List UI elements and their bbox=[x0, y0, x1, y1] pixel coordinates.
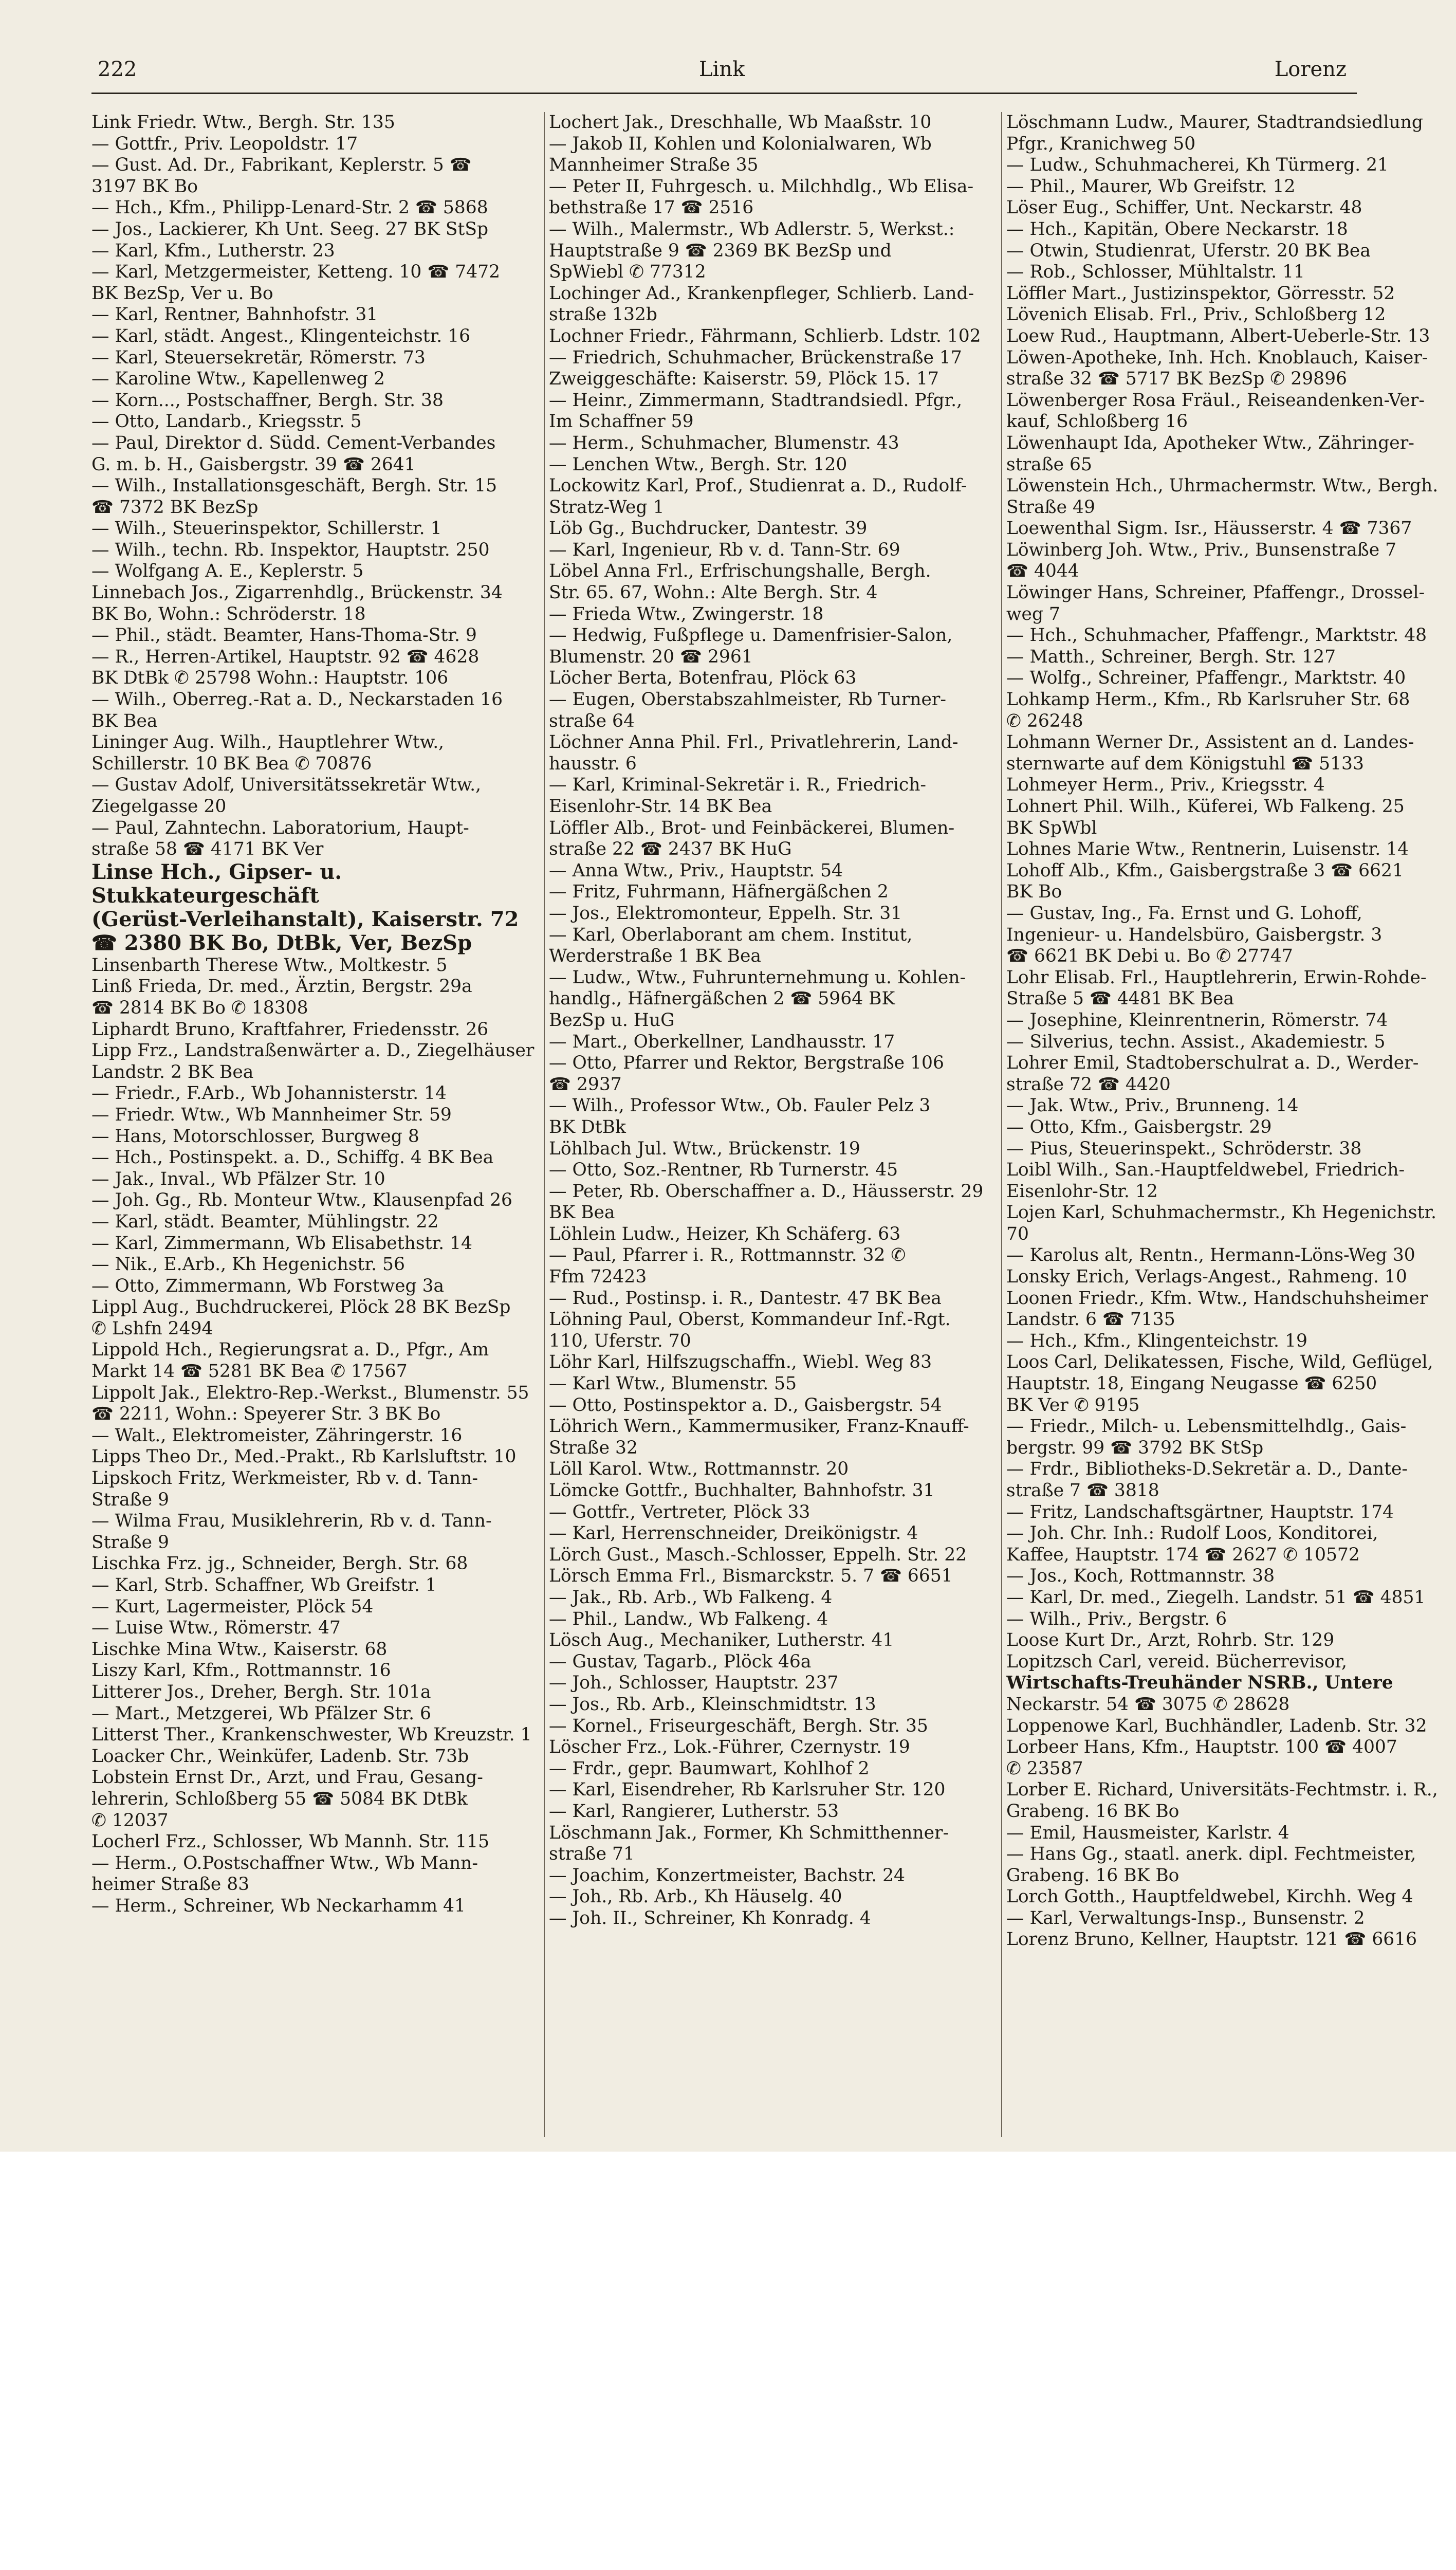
directory-entry: Löhlein Ludw., Heizer, Kh Schäferg. 63 bbox=[549, 1223, 901, 1244]
directory-entry: — Jos., Elektromonteur, Eppelh. Str. 31 bbox=[549, 903, 902, 924]
directory-entry: — Matth., Schreiner, Bergh. Str. 127 bbox=[1006, 646, 1336, 667]
directory-entry: Lohmeyer Herm., Priv., Kriegsstr. 4 bbox=[1006, 775, 1325, 796]
directory-entry: Liszy Karl, Kfm., Rottmannstr. 16 bbox=[91, 1660, 391, 1681]
directory-entry: Lischke Mina Wtw., Kaiserstr. 68 bbox=[91, 1639, 388, 1660]
directory-entry: Lochner Friedr., Fährmann, Schlierb. Ldstr. 102 bbox=[549, 325, 981, 346]
directory-entry: — Karl, Verwaltungs-Insp., Bunsenstr. 2 bbox=[1006, 1907, 1365, 1929]
directory-entry: ☎ 2211, Wohn.: Speyerer Str. 3 BK Bo bbox=[91, 1404, 441, 1425]
directory-entry: — Frdr., Bibliotheks-D.Sekretär a. D., Dante- bbox=[1006, 1459, 1408, 1480]
directory-entry: Liphardt Bruno, Kraftfahrer, Friedensstr. 26 bbox=[91, 1019, 489, 1040]
directory-entry: Lobstein Ernst Dr., Arzt, und Frau, Gesang- bbox=[91, 1767, 483, 1788]
directory-entry: Lorch Gotth., Hauptfeldwebel, Kirchh. Weg 4 bbox=[1006, 1886, 1413, 1907]
directory-entry: Grabeng. 16 BK Bo bbox=[1006, 1801, 1179, 1822]
directory-entry: — Phil., Maurer, Wb Greifstr. 12 bbox=[1006, 176, 1296, 197]
directory-entry: Pfgr., Kranichweg 50 bbox=[1006, 133, 1196, 154]
directory-entry: ✆ 26248 bbox=[1006, 710, 1083, 731]
directory-entry: weg 7 bbox=[1006, 603, 1060, 625]
directory-entry: — Otto, Pfarrer und Rektor, Bergstraße 106 bbox=[549, 1053, 944, 1074]
directory-entry: Ziegelgasse 20 bbox=[91, 796, 227, 817]
directory-entry: — Otto, Soz.-Rentner, Rb Turnerstr. 45 bbox=[549, 1160, 898, 1181]
directory-entry: Markt 14 ☎ 5281 BK Bea ✆ 17567 bbox=[91, 1361, 408, 1382]
directory-entry: Straße 9 bbox=[91, 1489, 169, 1510]
directory-entry: Löwen-Apotheke, Inh. Hch. Knoblauch, Kaiser- bbox=[1006, 347, 1428, 368]
directory-entry: Lömcke Gottfr., Buchhalter, Bahnhofstr. 31 bbox=[549, 1480, 935, 1501]
directory-entry: Linsenbarth Therese Wtw., Moltkestr. 5 bbox=[91, 954, 448, 976]
directory-entry: SpWiebl ✆ 77312 bbox=[549, 262, 706, 283]
directory-entry: handlg., Häfnergäßchen 2 ☎ 5964 BK bbox=[549, 988, 895, 1009]
directory-entry: ☎ 2814 BK Bo ✆ 18308 bbox=[91, 997, 308, 1018]
directory-entry: Landstr. 2 BK Bea bbox=[91, 1061, 254, 1082]
directory-entry: — Rud., Postinsp. i. R., Dantestr. 47 BK Bea bbox=[549, 1288, 942, 1309]
directory-entry: — Wilh., Professor Wtw., Ob. Fauler Pelz 3 bbox=[549, 1095, 931, 1116]
directory-entry: Löffler Mart., Justizinspektor, Görresstr. 52 bbox=[1006, 283, 1395, 304]
directory-entry: Löhr Karl, Hilfszugschaffn., Wiebl. Weg 83 bbox=[549, 1352, 932, 1373]
directory-entry: Straße 49 bbox=[1006, 497, 1095, 518]
directory-entry: straße 65 bbox=[1006, 454, 1092, 475]
directory-entry: Stratz-Weg 1 bbox=[549, 497, 665, 518]
directory-entry: BK Bo, Wohn.: Schröderstr. 18 bbox=[91, 603, 366, 625]
directory-entry: — Karoline Wtw., Kapellenweg 2 bbox=[91, 369, 385, 390]
directory-entry: — Joh. Gg., Rb. Monteur Wtw., Klausenpfad 26 bbox=[91, 1190, 513, 1211]
directory-entry: — Gustav Adolf, Universitätssekretär Wtw., bbox=[91, 775, 482, 796]
directory-entry: BK Ver ✆ 9195 bbox=[1006, 1394, 1140, 1416]
directory-entry: — Wolfgang A. E., Keplerstr. 5 bbox=[91, 561, 364, 582]
directory-entry: — Walt., Elektromeister, Zähringerstr. 16 bbox=[91, 1425, 463, 1446]
directory-entry: Lösch Aug., Mechaniker, Lutherstr. 41 bbox=[549, 1630, 894, 1651]
directory-entry: straße 132b bbox=[549, 304, 657, 325]
directory-entry: — Joachim, Konzertmeister, Bachstr. 24 bbox=[549, 1865, 905, 1886]
directory-entry: — Friedr., F.Arb., Wb Johannisterstr. 14 bbox=[91, 1083, 447, 1104]
directory-entry: — Gottfr., Priv. Leopoldstr. 17 bbox=[91, 133, 358, 154]
column-divider bbox=[1001, 112, 1002, 2137]
directory-entry: ☎ 4044 bbox=[1006, 561, 1079, 582]
directory-entry: — Phil., städt. Beamter, Hans-Thoma-Str. 9 bbox=[91, 625, 477, 646]
directory-entry: Lörsch Emma Frl., Bismarckstr. 5. 7 ☎ 6651 bbox=[549, 1566, 953, 1587]
directory-entry: Loewenthal Sigm. Isr., Häusserstr. 4 ☎ 7367 bbox=[1006, 518, 1412, 539]
directory-entry: kauf, Schloßberg 16 bbox=[1006, 411, 1188, 432]
directory-entry: Wirtschafts-Treuhänder NSRB., Untere bbox=[1006, 1673, 1393, 1694]
directory-entry: — Jak., Rb. Arb., Wb Falkeng. 4 bbox=[549, 1587, 833, 1608]
directory-entry: Neckarstr. 54 ☎ 3075 ✆ 28628 bbox=[1006, 1694, 1290, 1715]
directory-entry: — Frdr., gepr. Baumwart, Kohlhof 2 bbox=[549, 1758, 870, 1779]
directory-entry: — Karl, Strb. Schaffner, Wb Greifstr. 1 bbox=[91, 1575, 437, 1595]
header-left-keyword: Link bbox=[699, 58, 745, 81]
directory-entry: Straße 5 ☎ 4481 BK Bea bbox=[1006, 988, 1234, 1009]
directory-entry: heimer Straße 83 bbox=[91, 1874, 250, 1895]
directory-entry: Lohnes Marie Wtw., Rentnerin, Luisenstr. 14 bbox=[1006, 839, 1409, 860]
directory-entry: bethstraße 17 ☎ 2516 bbox=[549, 197, 754, 218]
directory-entry: Litterer Jos., Dreher, Bergh. Str. 101a bbox=[91, 1681, 431, 1702]
directory-entry: straße 32 ☎ 5717 BK BezSp ✆ 29896 bbox=[1006, 369, 1347, 390]
directory-entry: straße 58 ☎ 4171 BK Ver bbox=[91, 839, 324, 860]
directory-entry: Löschmann Ludw., Maurer, Stadtrandsiedlung bbox=[1006, 112, 1424, 133]
directory-entry: Löwinberg Joh. Wtw., Priv., Bunsenstraße 7 bbox=[1006, 539, 1397, 560]
directory-entry: ✆ 12037 bbox=[91, 1810, 169, 1831]
directory-entry: Lövenich Elisab. Frl., Priv., Schloßberg 12 bbox=[1006, 304, 1386, 325]
directory-entry: Löcher Berta, Botenfrau, Plöck 63 bbox=[549, 668, 857, 689]
directory-entry: Im Schaffner 59 bbox=[549, 411, 694, 432]
directory-entry: 3197 BK Bo bbox=[91, 176, 198, 197]
directory-entry: — Karl, Herrenschneider, Dreikönigstr. 4 bbox=[549, 1523, 918, 1544]
directory-entry: straße 72 ☎ 4420 bbox=[1006, 1074, 1171, 1095]
directory-entry: — Otto, Zimmermann, Wb Forstweg 3a bbox=[91, 1275, 445, 1296]
directory-entry: G. m. b. H., Gaisbergstr. 39 ☎ 2641 bbox=[91, 454, 416, 475]
directory-entry: — Kornel., Friseurgeschäft, Bergh. Str. 35 bbox=[549, 1715, 928, 1736]
directory-column-3 bbox=[1006, 112, 1456, 2137]
directory-entry: — Friedr., Milch- u. Lebensmittelhdlg., Gais- bbox=[1006, 1416, 1407, 1437]
directory-entry: — Jak. Wtw., Priv., Brunneng. 14 bbox=[1006, 1095, 1299, 1116]
directory-entry: — Peter, Rb. Oberschaffner a. D., Häusserstr. 29 bbox=[549, 1181, 984, 1202]
directory-entry: — Karl, Oberlaborant am chem. Institut, bbox=[549, 924, 913, 945]
directory-entry: Loacker Chr., Weinküfer, Ladenb. Str. 73b bbox=[91, 1746, 469, 1767]
directory-entry: Löwinger Hans, Schreiner, Pfaffengr., Drossel- bbox=[1006, 582, 1425, 603]
directory-entry: — Hch., Kfm., Philipp-Lenard-Str. 2 ☎ 5868 bbox=[91, 197, 488, 218]
directory-entry: Str. 65. 67, Wohn.: Alte Bergh. Str. 4 bbox=[549, 582, 878, 603]
directory-entry: — Karl, Rangierer, Lutherstr. 53 bbox=[549, 1801, 839, 1822]
directory-entry: Linß Frieda, Dr. med., Ärztin, Bergstr. 29a bbox=[91, 976, 472, 997]
library-footer bbox=[0, 2152, 1456, 2312]
directory-entry: Löscher Frz., Lok.-Führer, Czernystr. 19 bbox=[549, 1737, 910, 1758]
directory-entry: — Karl, städt. Beamter, Mühlingstr. 22 bbox=[91, 1211, 439, 1232]
directory-entry: — Friedr. Wtw., Wb Mannheimer Str. 59 bbox=[91, 1104, 452, 1125]
directory-entry: Lischka Frz. jg., Schneider, Bergh. Str. 68 bbox=[91, 1553, 468, 1574]
directory-entry: — Eugen, Oberstabszahlmeister, Rb Turner- bbox=[549, 689, 947, 710]
directory-entry: Blumenstr. 20 ☎ 2961 bbox=[549, 646, 753, 667]
directory-entry: — Jak., Inval., Wb Pfälzer Str. 10 bbox=[91, 1168, 385, 1189]
directory-entry: Lippl Aug., Buchdruckerei, Plöck 28 BK BezSp bbox=[91, 1297, 511, 1318]
directory-entry: — Paul, Pfarrer i. R., Rottmannstr. 32 ✆ bbox=[549, 1245, 906, 1266]
directory-entry: — Friedrich, Schuhmacher, Brückenstraße 17 bbox=[549, 347, 962, 368]
directory-entry: — Wilh., Installationsgeschäft, Bergh. Str. 15 bbox=[91, 475, 497, 497]
directory-entry: Link Friedr. Wtw., Bergh. Str. 135 bbox=[91, 112, 395, 133]
directory-entry: — Joh. II., Schreiner, Kh Konradg. 4 bbox=[549, 1907, 871, 1929]
directory-entry: BK DtBk bbox=[549, 1116, 626, 1137]
directory-entry: — Frieda Wtw., Zwingerstr. 18 bbox=[549, 603, 824, 625]
directory-entry: — Karl, Dr. med., Ziegelh. Landstr. 51 ☎ 4851 bbox=[1006, 1587, 1426, 1608]
directory-entry: Lohnert Phil. Wilh., Küferei, Wb Falkeng. 25 bbox=[1006, 796, 1405, 817]
directory-entry: Lorbeer Hans, Kfm., Hauptstr. 100 ☎ 4007 bbox=[1006, 1737, 1397, 1758]
directory-entry: — Heinr., Zimmermann, Stadtrandsiedl. Pfgr., bbox=[549, 390, 963, 411]
directory-entry: — Phil., Landw., Wb Falkeng. 4 bbox=[549, 1608, 828, 1629]
directory-entry: straße 71 bbox=[549, 1844, 635, 1865]
directory-entry: ☎ 2937 bbox=[549, 1074, 622, 1095]
directory-entry: BK Bo bbox=[1006, 882, 1062, 903]
directory-entry: lehrerin, Schloßberg 55 ☎ 5084 BK DtBk bbox=[91, 1788, 468, 1809]
directory-entry: hausstr. 6 bbox=[549, 753, 637, 774]
directory-entry: Straße 9 bbox=[91, 1532, 169, 1553]
directory-entry: ✆ Lshfn 2494 bbox=[91, 1318, 213, 1339]
directory-entry: — Karolus alt, Rentn., Hermann-Löns-Weg 30 bbox=[1006, 1245, 1415, 1266]
directory-entry: — Silverius, techn. Assist., Akademiestr. 5 bbox=[1006, 1031, 1386, 1052]
directory-entry: — Jos., Koch, Rottmannstr. 38 bbox=[1006, 1566, 1275, 1587]
directory-entry: (Gerüst-Verleihanstalt), Kaiserstr. 72 bbox=[91, 907, 519, 931]
directory-entry: — Josephine, Kleinrentnerin, Römerstr. 74 bbox=[1006, 1009, 1388, 1031]
directory-entry: — Hans Gg., staatl. anerk. dipl. Fechtmeister, bbox=[1006, 1844, 1416, 1865]
directory-entry: Loew Rud., Hauptmann, Albert-Ueberle-Str. 13 bbox=[1006, 325, 1430, 346]
directory-entry: Löb Gg., Buchdrucker, Dantestr. 39 bbox=[549, 518, 868, 539]
directory-entry: Löwenstein Hch., Uhrmachermstr. Wtw., Bergh. bbox=[1006, 475, 1439, 497]
directory-entry: — Gustav, Tagarb., Plöck 46a bbox=[549, 1651, 812, 1672]
directory-entry: — Jos., Lackierer, Kh Unt. Seeg. 27 BK StSp bbox=[91, 218, 489, 240]
directory-entry: — Wilh., Steuerinspektor, Schillerstr. 1 bbox=[91, 518, 442, 539]
directory-entry: Lippolt Jak., Elektro-Rep.-Werkst., Blumenstr. 55 bbox=[91, 1382, 529, 1403]
directory-entry: — R., Herren-Artikel, Hauptstr. 92 ☎ 4628 bbox=[91, 646, 480, 667]
directory-entry: — Peter II, Fuhrgesch. u. Milchhdlg., Wb Elisa- bbox=[549, 176, 974, 197]
directory-entry: — Luise Wtw., Römerstr. 47 bbox=[91, 1618, 341, 1639]
directory-entry: BK Bea bbox=[91, 710, 158, 731]
directory-entry: Lipp Frz., Landstraßenwärter a. D., Ziegelhäuser bbox=[91, 1040, 535, 1061]
directory-entry: — Otwin, Studienrat, Uferstr. 20 BK Bea bbox=[1006, 240, 1371, 261]
directory-entry: straße 22 ☎ 2437 BK HuG bbox=[549, 839, 792, 860]
header-right-keyword: Lorenz bbox=[1274, 58, 1347, 81]
directory-entry: Lininger Aug. Wilh., Hauptlehrer Wtw., bbox=[91, 732, 445, 753]
directory-entry: — Rob., Schlosser, Mühltalstr. 11 bbox=[1006, 262, 1305, 283]
directory-entry: Lörch Gust., Masch.-Schlosser, Eppelh. Str. 22 bbox=[549, 1544, 967, 1565]
directory-entry: Löbel Anna Frl., Erfrischungshalle, Bergh. bbox=[549, 561, 931, 582]
directory-entry: Lorber E. Richard, Universitäts-Fechtmstr. i. R., bbox=[1006, 1779, 1438, 1801]
directory-entry: straße 7 ☎ 3818 bbox=[1006, 1480, 1159, 1501]
directory-entry: Werderstraße 1 BK Bea bbox=[549, 946, 761, 967]
directory-entry: — Pius, Steuerinspekt., Schröderstr. 38 bbox=[1006, 1138, 1362, 1159]
directory-entry: — Mart., Oberkellner, Landhausstr. 17 bbox=[549, 1031, 895, 1052]
directory-entry: Litterst Ther., Krankenschwester, Wb Kreuzstr. 1 bbox=[91, 1724, 532, 1746]
directory-entry: ☎ 7372 BK BezSp bbox=[91, 497, 259, 518]
directory-entry: Hauptstraße 9 ☎ 2369 BK BezSp und bbox=[549, 240, 892, 261]
directory-entry: Loos Carl, Delikatessen, Fische, Wild, Geflügel, bbox=[1006, 1352, 1433, 1373]
directory-entry: Lipps Theo Dr., Med.-Prakt., Rb Karlsluftstr. 10 bbox=[91, 1446, 517, 1467]
directory-entry: Grabeng. 16 BK Bo bbox=[1006, 1865, 1179, 1886]
directory-entry: — Jos., Rb. Arb., Kleinschmidtstr. 13 bbox=[549, 1694, 876, 1715]
directory-entry: — Emil, Hausmeister, Karlstr. 4 bbox=[1006, 1822, 1289, 1843]
directory-entry: Straße 32 bbox=[549, 1437, 638, 1458]
directory-entry: BK BezSp, Ver u. Bo bbox=[91, 283, 273, 304]
directory-entry: — Fritz, Fuhrmann, Häfnergäßchen 2 bbox=[549, 882, 889, 903]
directory-entry: Linse Hch., Gipser- u. Stukkateurgeschäft bbox=[91, 859, 342, 908]
directory-entry: BK SpWbl bbox=[1006, 817, 1097, 838]
directory-entry: Lopitzsch Carl, vereid. Bücherrevisor, bbox=[1006, 1651, 1347, 1672]
directory-entry: Löwenhaupt Ida, Apotheker Wtw., Zähringer- bbox=[1006, 432, 1414, 453]
directory-entry: — Gustav, Ing., Fa. Ernst und G. Lohoff, bbox=[1006, 903, 1362, 924]
directory-entry: — Kurt, Lagermeister, Plöck 54 bbox=[91, 1596, 374, 1617]
directory-entry: — Wilh., Priv., Bergstr. 6 bbox=[1006, 1608, 1227, 1629]
directory-entry: Ffm 72423 bbox=[549, 1266, 647, 1288]
directory-entry: BK DtBk ✆ 25798 Wohn.: Hauptstr. 106 bbox=[91, 668, 449, 689]
directory-entry: BK Bea bbox=[549, 1202, 615, 1223]
directory-entry: — Korn..., Postschaffner, Bergh. Str. 38 bbox=[91, 390, 444, 411]
header-rule bbox=[91, 93, 1357, 94]
directory-entry: — Karl, Steuersekretär, Römerstr. 73 bbox=[91, 347, 426, 368]
directory-entry: straße 64 bbox=[549, 710, 635, 731]
directory-entry: Landstr. 6 ☎ 7135 bbox=[1006, 1309, 1175, 1330]
directory-entry: Eisenlohr-Str. 14 BK Bea bbox=[549, 796, 772, 817]
page-number: 222 bbox=[98, 58, 137, 81]
directory-entry: Lonsky Erich, Verlags-Angest., Rahmeng. 10 bbox=[1006, 1266, 1407, 1288]
directory-column-1 bbox=[91, 112, 542, 2137]
directory-entry: — Hch., Kapitän, Obere Neckarstr. 18 bbox=[1006, 218, 1348, 240]
directory-entry: Mannheimer Straße 35 bbox=[549, 155, 759, 176]
directory-entry: Löhrich Wern., Kammermusiker, Franz-Knauff- bbox=[549, 1416, 969, 1437]
directory-entry: — Hedwig, Fußpflege u. Damenfrisier-Salon, bbox=[549, 625, 953, 646]
directory-entry: — Joh. Chr. Inh.: Rudolf Loos, Konditorei, bbox=[1006, 1523, 1378, 1544]
directory-entry: Löchner Anna Phil. Frl., Privatlehrerin, Land- bbox=[549, 732, 959, 753]
directory-entry: Zweiggeschäfte: Kaiserstr. 59, Plöck 15. 17 bbox=[549, 369, 939, 390]
directory-entry: — Fritz, Landschaftsgärtner, Hauptstr. 174 bbox=[1006, 1501, 1394, 1522]
directory-entry: Lipskoch Fritz, Werkmeister, Rb v. d. Tann- bbox=[91, 1468, 478, 1489]
directory-entry: — Herm., Schuhmacher, Blumenstr. 43 bbox=[549, 432, 899, 453]
directory-entry: — Wilma Frau, Musiklehrerin, Rb v. d. Tann- bbox=[91, 1511, 492, 1532]
directory-entry: Löhlbach Jul. Wtw., Brückenstr. 19 bbox=[549, 1138, 860, 1159]
directory-column-2 bbox=[549, 112, 999, 2137]
directory-entry: — Paul, Zahntechn. Laboratorium, Haupt- bbox=[91, 817, 469, 838]
directory-entry: — Herm., O.Postschaffner Wtw., Wb Mann- bbox=[91, 1852, 478, 1874]
directory-entry: — Wilh., Malermstr., Wb Adlerstr. 5, Werkst.: bbox=[549, 218, 955, 240]
directory-entry: Lohoff Alb., Kfm., Gaisbergstraße 3 ☎ 6621 bbox=[1006, 860, 1404, 881]
directory-entry: Kaffee, Hauptstr. 174 ☎ 2627 ✆ 10572 bbox=[1006, 1544, 1360, 1565]
directory-entry: — Karl Wtw., Blumenstr. 55 bbox=[549, 1373, 797, 1394]
directory-entry: Schillerstr. 10 BK Bea ✆ 70876 bbox=[91, 753, 372, 774]
directory-entry: — Jakob II, Kohlen und Kolonialwaren, Wb bbox=[549, 133, 932, 154]
directory-entry: Lohr Elisab. Frl., Hauptlehrerin, Erwin-Rohde- bbox=[1006, 967, 1427, 988]
directory-entry: — Hans, Motorschlosser, Burgweg 8 bbox=[91, 1126, 419, 1147]
directory-entry: Loppenowe Karl, Buchhändler, Ladenb. Str. 32 bbox=[1006, 1715, 1427, 1736]
directory-entry: Lippold Hch., Regierungsrat a. D., Pfgr., Am bbox=[91, 1339, 489, 1361]
directory-entry: — Lenchen Wtw., Bergh. Str. 120 bbox=[549, 454, 847, 475]
directory-entry: Lohkamp Herm., Kfm., Rb Karlsruher Str. 68 bbox=[1006, 689, 1410, 710]
directory-entry: — Karl, Ingenieur, Rb v. d. Tann-Str. 69 bbox=[549, 539, 900, 560]
directory-entry: — Herm., Schreiner, Wb Neckarhamm 41 bbox=[91, 1895, 466, 1916]
directory-entry: — Hch., Kfm., Klingenteichstr. 19 bbox=[1006, 1330, 1307, 1351]
directory-entry: — Ludw., Schuhmacherei, Kh Türmerg. 21 bbox=[1006, 155, 1389, 176]
directory-entry: — Hch., Postinspekt. a. D., Schiffg. 4 BK Bea bbox=[91, 1147, 494, 1168]
directory-entry: — Karl, Eisendreher, Rb Karlsruher Str. 120 bbox=[549, 1779, 946, 1801]
directory-entry: — Wolfg., Schreiner, Pfaffengr., Marktstr. 40 bbox=[1006, 668, 1406, 689]
directory-entry: — Joh., Rb. Arb., Kh Häuselg. 40 bbox=[549, 1886, 842, 1907]
directory-entry: — Otto, Kfm., Gaisbergstr. 29 bbox=[1006, 1116, 1272, 1137]
directory-entry: — Karl, Zimmermann, Wb Elisabethstr. 14 bbox=[91, 1233, 472, 1254]
directory-entry: Lochert Jak., Dreschhalle, Wb Maaßstr. 10 bbox=[549, 112, 932, 133]
directory-entry: Löffler Alb., Brot- und Feinbäckerei, Blumen- bbox=[549, 817, 955, 838]
directory-entry: Lojen Karl, Schuhmachermstr., Kh Hegenichstr. 70 bbox=[1006, 1202, 1437, 1244]
directory-entry: — Gust. Ad. Dr., Fabrikant, Keplerstr. 5 ☎ bbox=[91, 155, 472, 176]
directory-entry: Lohmann Werner Dr., Assistent an d. Landes- bbox=[1006, 732, 1414, 753]
directory-entry: — Mart., Metzgerei, Wb Pfälzer Str. 6 bbox=[91, 1703, 432, 1724]
directory-entry: ☎ 6621 BK Debi u. Bo ✆ 27747 bbox=[1006, 946, 1293, 967]
directory-entry: — Karl, Rentner, Bahnhofstr. 31 bbox=[91, 304, 378, 325]
directory-entry: Eisenlohr-Str. 12 bbox=[1006, 1181, 1158, 1202]
directory-entry: — Wilh., techn. Rb. Inspektor, Hauptstr. 250 bbox=[91, 539, 490, 560]
directory-entry: Löschmann Jak., Former, Kh Schmitthenner- bbox=[549, 1822, 949, 1843]
directory-entry: Lorenz Bruno, Kellner, Hauptstr. 121 ☎ 6616 bbox=[1006, 1929, 1417, 1950]
directory-entry: sternwarte auf dem Königstuhl ☎ 5133 bbox=[1006, 753, 1364, 774]
directory-entry: Löhning Paul, Oberst, Kommandeur Inf.-Rgt. bbox=[549, 1309, 951, 1330]
directory-entry: — Anna Wtw., Priv., Hauptstr. 54 bbox=[549, 860, 843, 881]
directory-entry: — Joh., Schlosser, Hauptstr. 237 bbox=[549, 1673, 839, 1694]
directory-entry: 110, Uferstr. 70 bbox=[549, 1330, 691, 1351]
directory-entry: — Wilh., Oberreg.-Rat a. D., Neckarstaden 16 bbox=[91, 689, 503, 710]
column-divider bbox=[544, 112, 545, 2137]
directory-entry: — Ludw., Wtw., Fuhrunternehmung u. Kohlen- bbox=[549, 967, 966, 988]
directory-entry: Loose Kurt Dr., Arzt, Rohrb. Str. 129 bbox=[1006, 1630, 1335, 1651]
directory-entry: Lohrer Emil, Stadtoberschulrat a. D., Werder- bbox=[1006, 1053, 1419, 1074]
directory-entry: Löwenberger Rosa Fräul., Reiseandenken-Ver- bbox=[1006, 390, 1425, 411]
directory-entry: ✆ 23587 bbox=[1006, 1758, 1083, 1779]
directory-entry: BezSp u. HuG bbox=[549, 1009, 675, 1031]
directory-entry: Linnebach Jos., Zigarrenhdlg., Brückenstr. 34 bbox=[91, 582, 503, 603]
directory-entry: Hauptstr. 18, Eingang Neugasse ☎ 6250 bbox=[1006, 1373, 1377, 1394]
directory-entry: Löll Karol. Wtw., Rottmannstr. 20 bbox=[549, 1459, 849, 1480]
directory-entry: bergstr. 99 ☎ 3792 BK StSp bbox=[1006, 1437, 1264, 1458]
directory-entry: — Otto, Landarb., Kriegsstr. 5 bbox=[91, 411, 362, 432]
directory-entry: — Karl, Metzgermeister, Ketteng. 10 ☎ 7472 bbox=[91, 262, 501, 283]
directory-entry: — Hch., Schuhmacher, Pfaffengr., Marktstr. 48 bbox=[1006, 625, 1427, 646]
directory-entry: — Karl, Kfm., Lutherstr. 23 bbox=[91, 240, 335, 261]
directory-entry: Locherl Frz., Schlosser, Wb Mannh. Str. 115 bbox=[91, 1831, 490, 1852]
directory-entry: — Otto, Postinspektor a. D., Gaisbergstr. 54 bbox=[549, 1394, 942, 1416]
directory-entry: — Karl, städt. Angest., Klingenteichstr. 16 bbox=[91, 325, 471, 346]
directory-entry: ☎ 2380 BK Bo, DtBk, Ver, BezSp bbox=[91, 930, 472, 955]
directory-entry: — Paul, Direktor d. Südd. Cement-Verbandes bbox=[91, 432, 496, 453]
directory-entry: — Karl, Kriminal-Sekretär i. R., Friedrich- bbox=[549, 775, 927, 796]
directory-entry: Ingenieur- u. Handelsbüro, Gaisbergstr. 3 bbox=[1006, 924, 1383, 945]
directory-entry: Lochinger Ad., Krankenpfleger, Schlierb. Land- bbox=[549, 283, 974, 304]
directory-entry: Löser Eug., Schiffer, Unt. Neckarstr. 48 bbox=[1006, 197, 1362, 218]
directory-entry: — Nik., E.Arb., Kh Hegenichstr. 56 bbox=[91, 1254, 405, 1275]
directory-entry: Lockowitz Karl, Prof., Studienrat a. D., Rudolf- bbox=[549, 475, 967, 497]
directory-entry: Loibl Wilh., San.-Hauptfeldwebel, Friedrich- bbox=[1006, 1160, 1405, 1181]
directory-entry: Loonen Friedr., Kfm. Wtw., Handschuhsheimer bbox=[1006, 1288, 1428, 1309]
page-header bbox=[98, 58, 1352, 86]
directory-entry: — Gottfr., Vertreter, Plöck 33 bbox=[549, 1501, 810, 1522]
